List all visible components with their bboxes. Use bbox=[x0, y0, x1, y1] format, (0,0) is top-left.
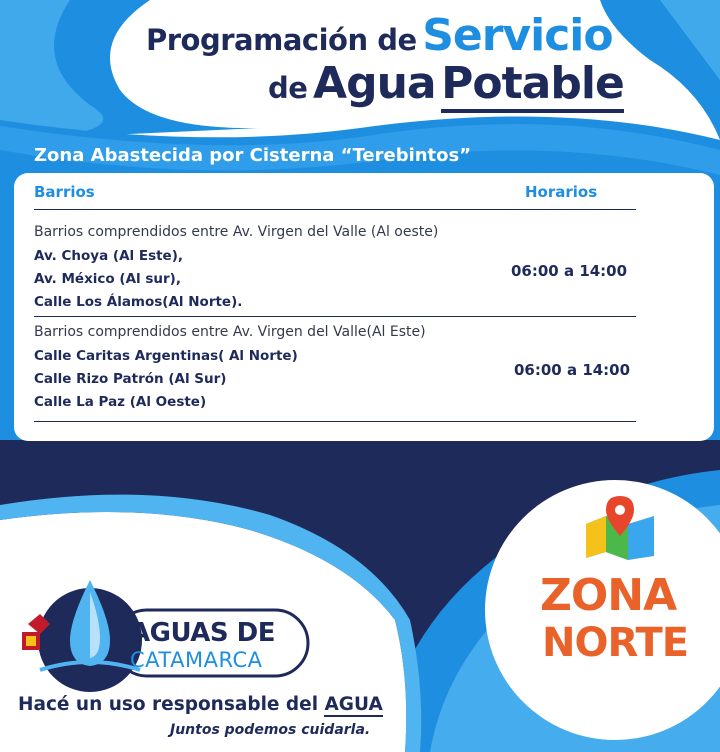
row1-line: Av. Choya (Al Este), bbox=[34, 248, 184, 264]
row2-line: Calle Rizo Patrón (Al Sur) bbox=[34, 371, 227, 387]
row2-time: 06:00 a 14:00 bbox=[514, 361, 631, 379]
row1-time: 06:00 a 14:00 bbox=[511, 262, 628, 280]
title-emph-1: Servicio bbox=[422, 10, 613, 61]
slogan-line1 bbox=[18, 694, 383, 715]
zone-subtitle: Zona Abastecida por Cisterna “Terebintos” bbox=[34, 145, 472, 166]
page-title-line2 bbox=[268, 58, 624, 109]
row2-line: Calle Caritas Argentinas( Al Norte) bbox=[34, 348, 298, 364]
slogan-prefix: Hacé un uso responsable del bbox=[18, 694, 325, 715]
title-prefix-2: de bbox=[268, 71, 308, 105]
map-pin-icon bbox=[580, 494, 660, 560]
page-title-line1 bbox=[146, 10, 613, 61]
slogan-line2: Juntos podemos cuidarla. bbox=[170, 722, 371, 738]
row-divider bbox=[34, 316, 636, 317]
title-emph-2a: Agua bbox=[313, 58, 436, 109]
column-header-horarios: Horarios bbox=[525, 183, 598, 201]
row1-line: Calle Los Álamos(Al Norte). bbox=[34, 294, 243, 310]
table-bottom-rule bbox=[34, 421, 636, 422]
row2-line: Calle La Paz (Al Oeste) bbox=[34, 394, 207, 410]
schedule-card bbox=[14, 173, 714, 441]
column-header-barrios: Barrios bbox=[34, 183, 95, 201]
row1-line: Av. México (Al sur), bbox=[34, 271, 181, 287]
logo-text-line1: AGUAS DE bbox=[130, 618, 276, 648]
title-prefix-1: Programación de bbox=[146, 23, 417, 57]
row1-intro: Barrios comprendidos entre Av. Virgen del Valle (Al oeste) bbox=[34, 224, 439, 240]
logo-text-line2: CATAMARCA bbox=[130, 648, 263, 672]
slogan-emph: AGUA bbox=[324, 694, 383, 715]
norte-label: NORTE bbox=[542, 620, 689, 666]
header-divider bbox=[34, 209, 636, 210]
zona-label: ZONA bbox=[540, 570, 677, 621]
title-emph-2b: Potable bbox=[441, 58, 624, 113]
row2-intro: Barrios comprendidos entre Av. Virgen del Valle(Al Este) bbox=[34, 324, 426, 340]
